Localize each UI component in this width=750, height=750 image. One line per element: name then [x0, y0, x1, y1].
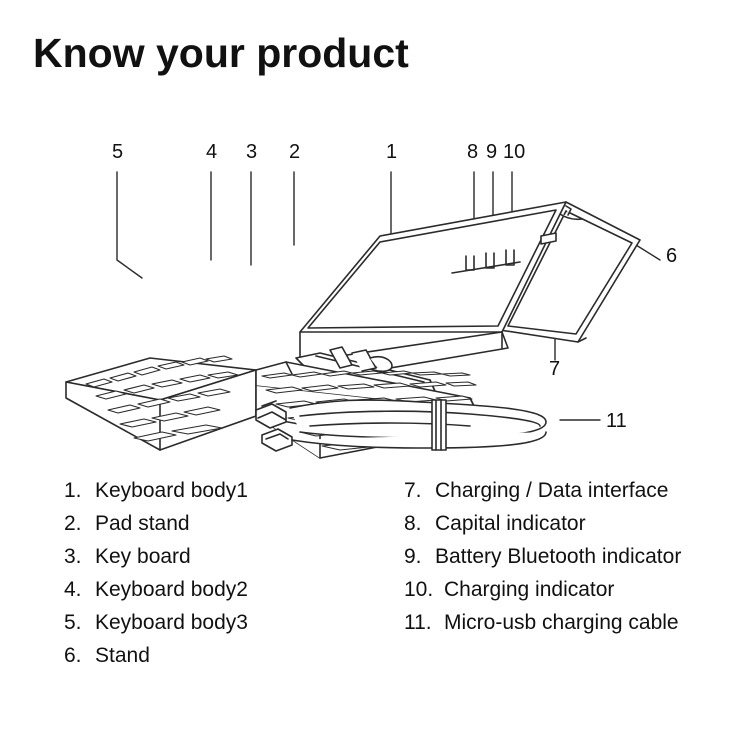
callout-8: 8 [467, 141, 479, 163]
legend-item [404, 540, 744, 573]
legend-number: 1. [64, 479, 82, 502]
legend-column-right [404, 474, 744, 639]
legend-label: Keyboard body3 [95, 611, 248, 634]
legend-item [404, 573, 744, 606]
legend-item [64, 507, 394, 540]
callout-6: 6 [666, 245, 678, 267]
legend-number: 4. [64, 578, 82, 601]
callout-11: 11 [606, 410, 627, 432]
callout-2: 2 [289, 141, 301, 163]
legend-label: Pad stand [95, 512, 190, 535]
legend-number: 2. [64, 512, 82, 535]
legend-number: 11. [404, 611, 432, 634]
product-diagram [0, 110, 750, 470]
legend-column-left [64, 474, 394, 672]
legend-label: Keyboard body1 [95, 479, 248, 502]
page-title: Know your product [33, 30, 409, 76]
callout-5: 5 [112, 141, 124, 163]
legend-item [64, 639, 394, 672]
legend-item [64, 540, 394, 573]
callout-9: 9 [486, 141, 498, 163]
legend-item [64, 573, 394, 606]
callout-10: 10 [503, 141, 526, 163]
legend-label: Charging indicator [444, 578, 615, 601]
legend-number: 3. [64, 545, 82, 568]
legend [0, 474, 750, 689]
legend-label: Stand [95, 644, 150, 667]
keyboard-diagram-svg [0, 110, 750, 470]
callout-1: 1 [386, 141, 398, 163]
legend-number: 10. [404, 578, 434, 601]
legend-item [404, 474, 744, 507]
legend-number: 5. [64, 611, 82, 634]
legend-item [64, 606, 394, 639]
callout-4: 4 [206, 141, 218, 163]
callout-3: 3 [246, 141, 258, 163]
legend-item [404, 507, 744, 540]
legend-number: 7. [404, 479, 422, 502]
legend-number: 9. [404, 545, 422, 568]
callout-7: 7 [549, 358, 561, 380]
legend-label: Charging / Data interface [435, 479, 669, 502]
legend-label: Micro-usb charging cable [444, 611, 679, 634]
legend-number: 8. [404, 512, 422, 535]
legend-number: 6. [64, 644, 82, 667]
legend-label: Keyboard body2 [95, 578, 248, 601]
legend-item [404, 606, 744, 639]
legend-label: Battery Bluetooth indicator [435, 545, 682, 568]
legend-item [64, 474, 394, 507]
legend-label: Capital indicator [435, 512, 586, 535]
legend-label: Key board [95, 545, 191, 568]
